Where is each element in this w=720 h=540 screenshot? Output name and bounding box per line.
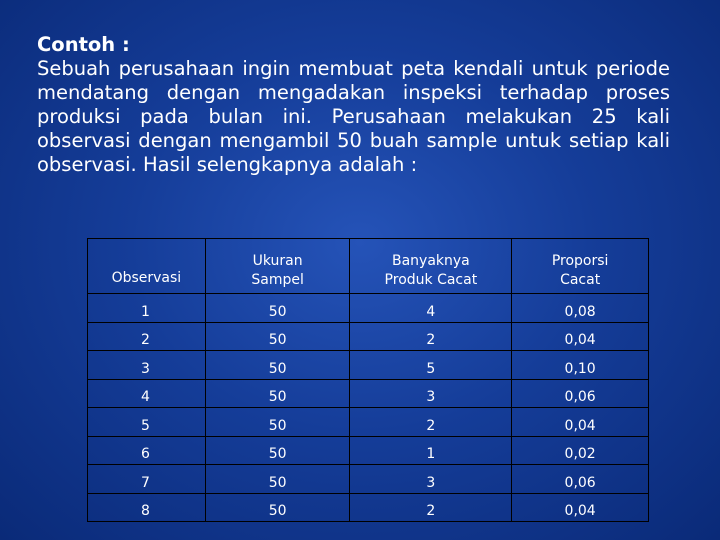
cell-observasi: 6	[88, 436, 206, 465]
cell-observasi: 8	[88, 493, 206, 522]
cell-produk-cacat: 5	[350, 351, 512, 380]
cell-observasi: 7	[88, 465, 206, 494]
table-row	[88, 436, 649, 465]
cell-proporsi-cacat: 0,04	[512, 408, 649, 437]
table-row	[88, 408, 649, 437]
cell-produk-cacat: 4	[350, 294, 512, 323]
header-banyaknya-produk-cacat-text: Banyaknya Produk Cacat	[384, 253, 478, 288]
header-proporsi-cacat	[512, 239, 649, 294]
header-observasi: Observasi	[88, 239, 206, 294]
cell-ukuran-sampel: 50	[205, 294, 350, 323]
cell-proporsi-cacat: 0,04	[512, 493, 649, 522]
cell-produk-cacat: 1	[350, 436, 512, 465]
cell-proporsi-cacat: 0,02	[512, 436, 649, 465]
table-row	[88, 351, 649, 380]
cell-proporsi-cacat: 0,08	[512, 294, 649, 323]
cell-ukuran-sampel: 50	[205, 379, 350, 408]
table-row	[88, 322, 649, 351]
table-row	[88, 493, 649, 522]
table-row	[88, 465, 649, 494]
header-ukuran-sampel-text: Ukuran Sampel	[251, 253, 304, 288]
cell-observasi: 4	[88, 379, 206, 408]
cell-produk-cacat: 2	[350, 408, 512, 437]
data-table-container	[87, 238, 649, 522]
cell-ukuran-sampel: 50	[205, 351, 350, 380]
problem-paragraph: Sebuah perusahaan ingin membuat peta kendali untuk periode mendatang dengan mengadakan inspeksi terhadap proses produksi pada bulan ini. Perusahaan melakukan 25 kali observasi dengan mengambil 50 buah sample untuk setiap kali observasi. Hasil selengkapnya adalah :	[37, 57, 670, 176]
cell-produk-cacat: 3	[350, 379, 512, 408]
cell-proporsi-cacat: 0,10	[512, 351, 649, 380]
example-heading: Contoh :	[37, 33, 130, 56]
cell-ukuran-sampel: 50	[205, 436, 350, 465]
cell-ukuran-sampel: 50	[205, 493, 350, 522]
table-row	[88, 379, 649, 408]
cell-observasi: 2	[88, 322, 206, 351]
cell-proporsi-cacat: 0,06	[512, 379, 649, 408]
cell-produk-cacat: 3	[350, 465, 512, 494]
header-banyaknya-produk-cacat	[350, 239, 512, 294]
header-ukuran-sampel	[205, 239, 350, 294]
table-header-row	[88, 239, 649, 294]
cell-produk-cacat: 2	[350, 322, 512, 351]
cell-ukuran-sampel: 50	[205, 322, 350, 351]
slide-text	[37, 33, 670, 177]
cell-observasi: 3	[88, 351, 206, 380]
cell-proporsi-cacat: 0,04	[512, 322, 649, 351]
cell-proporsi-cacat: 0,06	[512, 465, 649, 494]
header-proporsi-cacat-text: Proporsi Cacat	[551, 253, 609, 288]
inspection-table	[87, 238, 649, 522]
table-row	[88, 294, 649, 323]
cell-observasi: 1	[88, 294, 206, 323]
cell-produk-cacat: 2	[350, 493, 512, 522]
cell-ukuran-sampel: 50	[205, 408, 350, 437]
cell-observasi: 5	[88, 408, 206, 437]
cell-ukuran-sampel: 50	[205, 465, 350, 494]
